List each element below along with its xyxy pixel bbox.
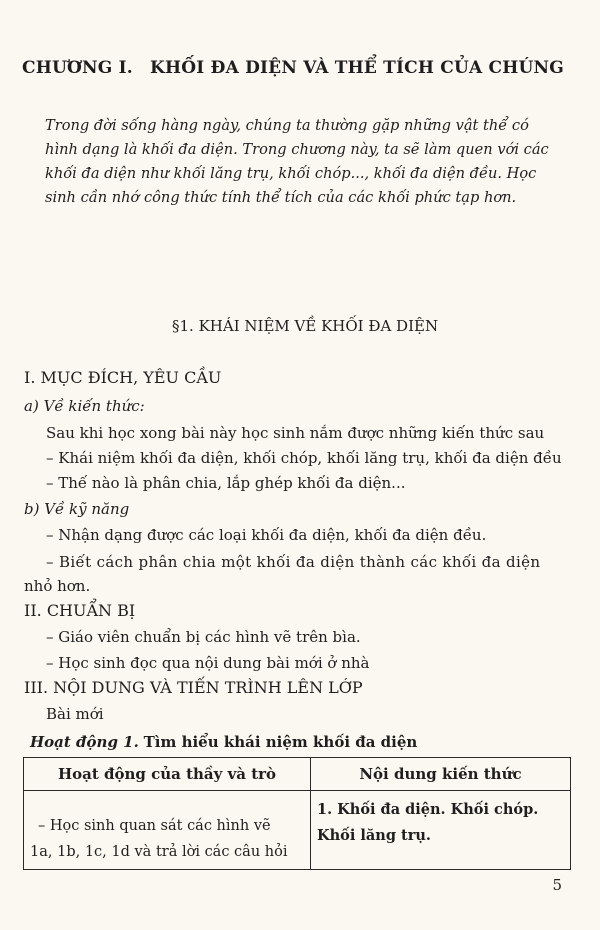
page-number: 5 <box>552 876 562 894</box>
goals-heading: I. MỤC ĐÍCH, YÊU CẦU <box>24 368 222 387</box>
chapter-number: CHƯƠNG I. <box>22 58 133 78</box>
new-lesson-label: Bài mới <box>46 705 104 723</box>
activity-table <box>23 757 571 870</box>
table-cell-content <box>311 791 571 870</box>
cell-line: – Học sinh quan sát các hình vẽ <box>38 818 271 834</box>
cell-line: Khối lăng trụ. <box>317 827 431 844</box>
knowledge-item: – Khái niệm khối đa diện, khối chóp, khối lăng trụ, khối đa diện đều <box>46 449 562 467</box>
skills-item: – Biết cách phân chia một khối đa diện thành các khối đa diện <box>46 553 541 571</box>
table-header-row <box>24 758 571 791</box>
chapter-heading <box>22 58 564 78</box>
knowledge-intro: Sau khi học xong bài này học sinh nắm được những kiến thức sau <box>46 424 545 442</box>
content-heading: III. NỘI DUNG VÀ TIẾN TRÌNH LÊN LỚP <box>24 678 363 697</box>
table-header: Nội dung kiến thức <box>311 758 571 791</box>
activity-heading <box>30 733 417 751</box>
intro-line: Trong đời sống hàng ngày, chúng ta thường gặp những vật thể có <box>45 117 529 134</box>
knowledge-heading: a) Về kiến thức: <box>24 397 145 415</box>
prep-item: – Giáo viên chuẩn bị các hình vẽ trên bìa. <box>46 628 361 646</box>
knowledge-item: – Thế nào là phân chia, lắp ghép khối đa diện... <box>46 474 406 492</box>
chapter-title: KHỐI ĐA DIỆN VÀ THỂ TÍCH CỦA CHÚNG <box>150 58 565 78</box>
skills-heading: b) Về kỹ năng <box>24 500 130 518</box>
intro-line: hình dạng là khối đa diện. Trong chương này, ta sẽ làm quen với các <box>45 141 549 158</box>
activity-label: Hoạt động 1. <box>30 733 139 751</box>
prep-heading: II. CHUẨN BỊ <box>24 601 136 620</box>
section-title: §1. KHÁI NIỆM VỀ KHỐI ĐA DIỆN <box>172 317 439 335</box>
activity-title: Tìm hiểu khái niệm khối đa diện <box>143 733 418 751</box>
table-cell-activities <box>24 791 311 870</box>
skills-item: – Nhận dạng được các loại khối đa diện, khối đa diện đều. <box>46 526 487 544</box>
skills-item-continued: nhỏ hơn. <box>24 577 91 595</box>
chapter-intro <box>45 114 565 210</box>
intro-line: sinh cần nhớ công thức tính thể tích của các khối phức tạp hơn. <box>45 189 517 206</box>
table-header: Hoạt động của thầy và trò <box>24 758 311 791</box>
table-row <box>24 791 571 870</box>
intro-line: khối đa diện như khối lăng trụ, khối chóp..., khối đa diện đều. Học <box>45 165 537 182</box>
prep-item: – Học sinh đọc qua nội dung bài mới ở nhà <box>46 654 370 672</box>
cell-line: 1a, 1b, 1c, 1d và trả lời các câu hỏi <box>30 844 288 860</box>
cell-line: 1. Khối đa diện. Khối chóp. <box>317 801 539 818</box>
